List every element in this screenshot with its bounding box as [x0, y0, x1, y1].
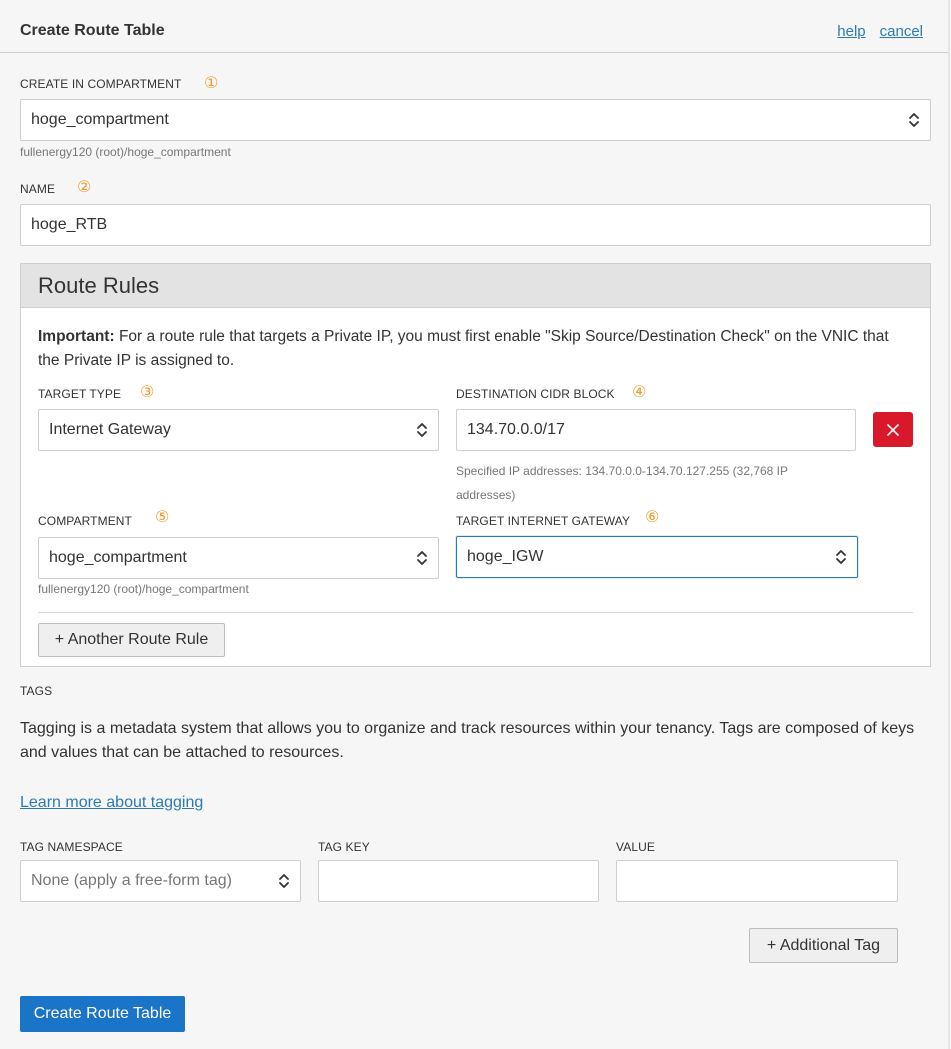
- close-icon: [886, 423, 900, 437]
- target-type-select[interactable]: [38, 409, 439, 451]
- cidr-helper-line-1: Specified IP addresses: 134.70.0.0-134.70.127.255 (32,768 IP: [456, 464, 789, 478]
- name-input[interactable]: [20, 204, 931, 246]
- delete-rule-button[interactable]: [873, 412, 913, 447]
- help-link[interactable]: help: [837, 23, 866, 40]
- rule-compartment-path: fullenergy120 (root)/hoge_compartment: [38, 582, 249, 596]
- compartment-select[interactable]: [20, 99, 931, 141]
- compartment-select-value: hoge_compartment: [31, 111, 169, 128]
- panel-edge: [948, 0, 950, 1049]
- rule-compartment-value: hoge_compartment: [49, 549, 187, 566]
- cidr-helper-line-2: addresses): [456, 488, 516, 502]
- annotation-3: ③: [140, 384, 155, 401]
- important-bold: Important:: [38, 328, 115, 345]
- name-label: NAME: [20, 182, 56, 196]
- target-gateway-select[interactable]: [456, 536, 858, 578]
- header-links: [823, 23, 923, 40]
- select-arrows-icon: [835, 547, 847, 567]
- route-rules-header: [21, 264, 930, 308]
- annotation-6: ⑥: [645, 509, 660, 526]
- rule-compartment-label: COMPARTMENT: [38, 514, 132, 528]
- tag-value-label: VALUE: [616, 840, 655, 854]
- annotation-5: ⑤: [155, 509, 170, 526]
- important-notice: [38, 325, 898, 373]
- target-type-value: Internet Gateway: [49, 421, 171, 438]
- learn-more-tagging-link[interactable]: Learn more about tagging: [20, 794, 204, 811]
- route-rules-title: Route Rules: [38, 273, 160, 298]
- tags-description: Tagging is a metadata system that allows you to organize and track resources within your tenancy. Tags are composed of keys and values that can be attached to resources.: [20, 720, 915, 761]
- additional-tag-button[interactable]: + Additional Tag: [749, 928, 898, 963]
- tag-key-input[interactable]: [318, 860, 599, 902]
- select-arrows-icon: [908, 110, 920, 130]
- target-gateway-value: hoge_IGW: [467, 548, 544, 565]
- page-title: Create Route Table: [20, 22, 165, 39]
- tag-key-label: TAG KEY: [318, 840, 370, 854]
- destination-cidr-value: 134.70.0.0/17: [467, 421, 565, 438]
- rule-compartment-select[interactable]: [38, 537, 439, 579]
- rules-divider: [38, 612, 913, 613]
- tag-namespace-value: None (apply a free-form tag): [31, 872, 232, 889]
- tag-namespace-select[interactable]: [20, 860, 301, 902]
- create-route-table-button[interactable]: Create Route Table: [20, 996, 185, 1032]
- annotation-2: ②: [77, 179, 92, 196]
- destination-cidr-label: DESTINATION CIDR BLOCK: [456, 387, 615, 401]
- name-input-value: hoge_RTB: [31, 216, 108, 233]
- tags-label: TAGS: [20, 684, 53, 698]
- target-gateway-label: TARGET INTERNET GATEWAY: [456, 514, 631, 528]
- annotation-1: ①: [204, 75, 219, 92]
- header-divider: [0, 52, 949, 53]
- important-text: For a route rule that targets a Private IP, you must first enable "Skip Source/Destination Check" on the VNIC that the Private IP is assigned to.: [38, 328, 889, 369]
- tag-namespace-label: TAG NAMESPACE: [20, 840, 123, 854]
- compartment-path: fullenergy120 (root)/hoge_compartment: [20, 145, 231, 159]
- select-arrows-icon: [416, 548, 428, 568]
- compartment-label: CREATE IN COMPARTMENT: [20, 77, 182, 91]
- select-arrows-icon: [416, 420, 428, 440]
- add-route-rule-button[interactable]: + Another Route Rule: [38, 623, 225, 657]
- tag-value-input[interactable]: [616, 860, 898, 902]
- cancel-link[interactable]: cancel: [879, 23, 923, 40]
- annotation-4: ④: [632, 384, 647, 401]
- target-type-label: TARGET TYPE: [38, 387, 122, 401]
- select-arrows-icon: [278, 871, 290, 891]
- cidr-helper-text: [456, 459, 788, 507]
- destination-cidr-input[interactable]: [456, 409, 856, 451]
